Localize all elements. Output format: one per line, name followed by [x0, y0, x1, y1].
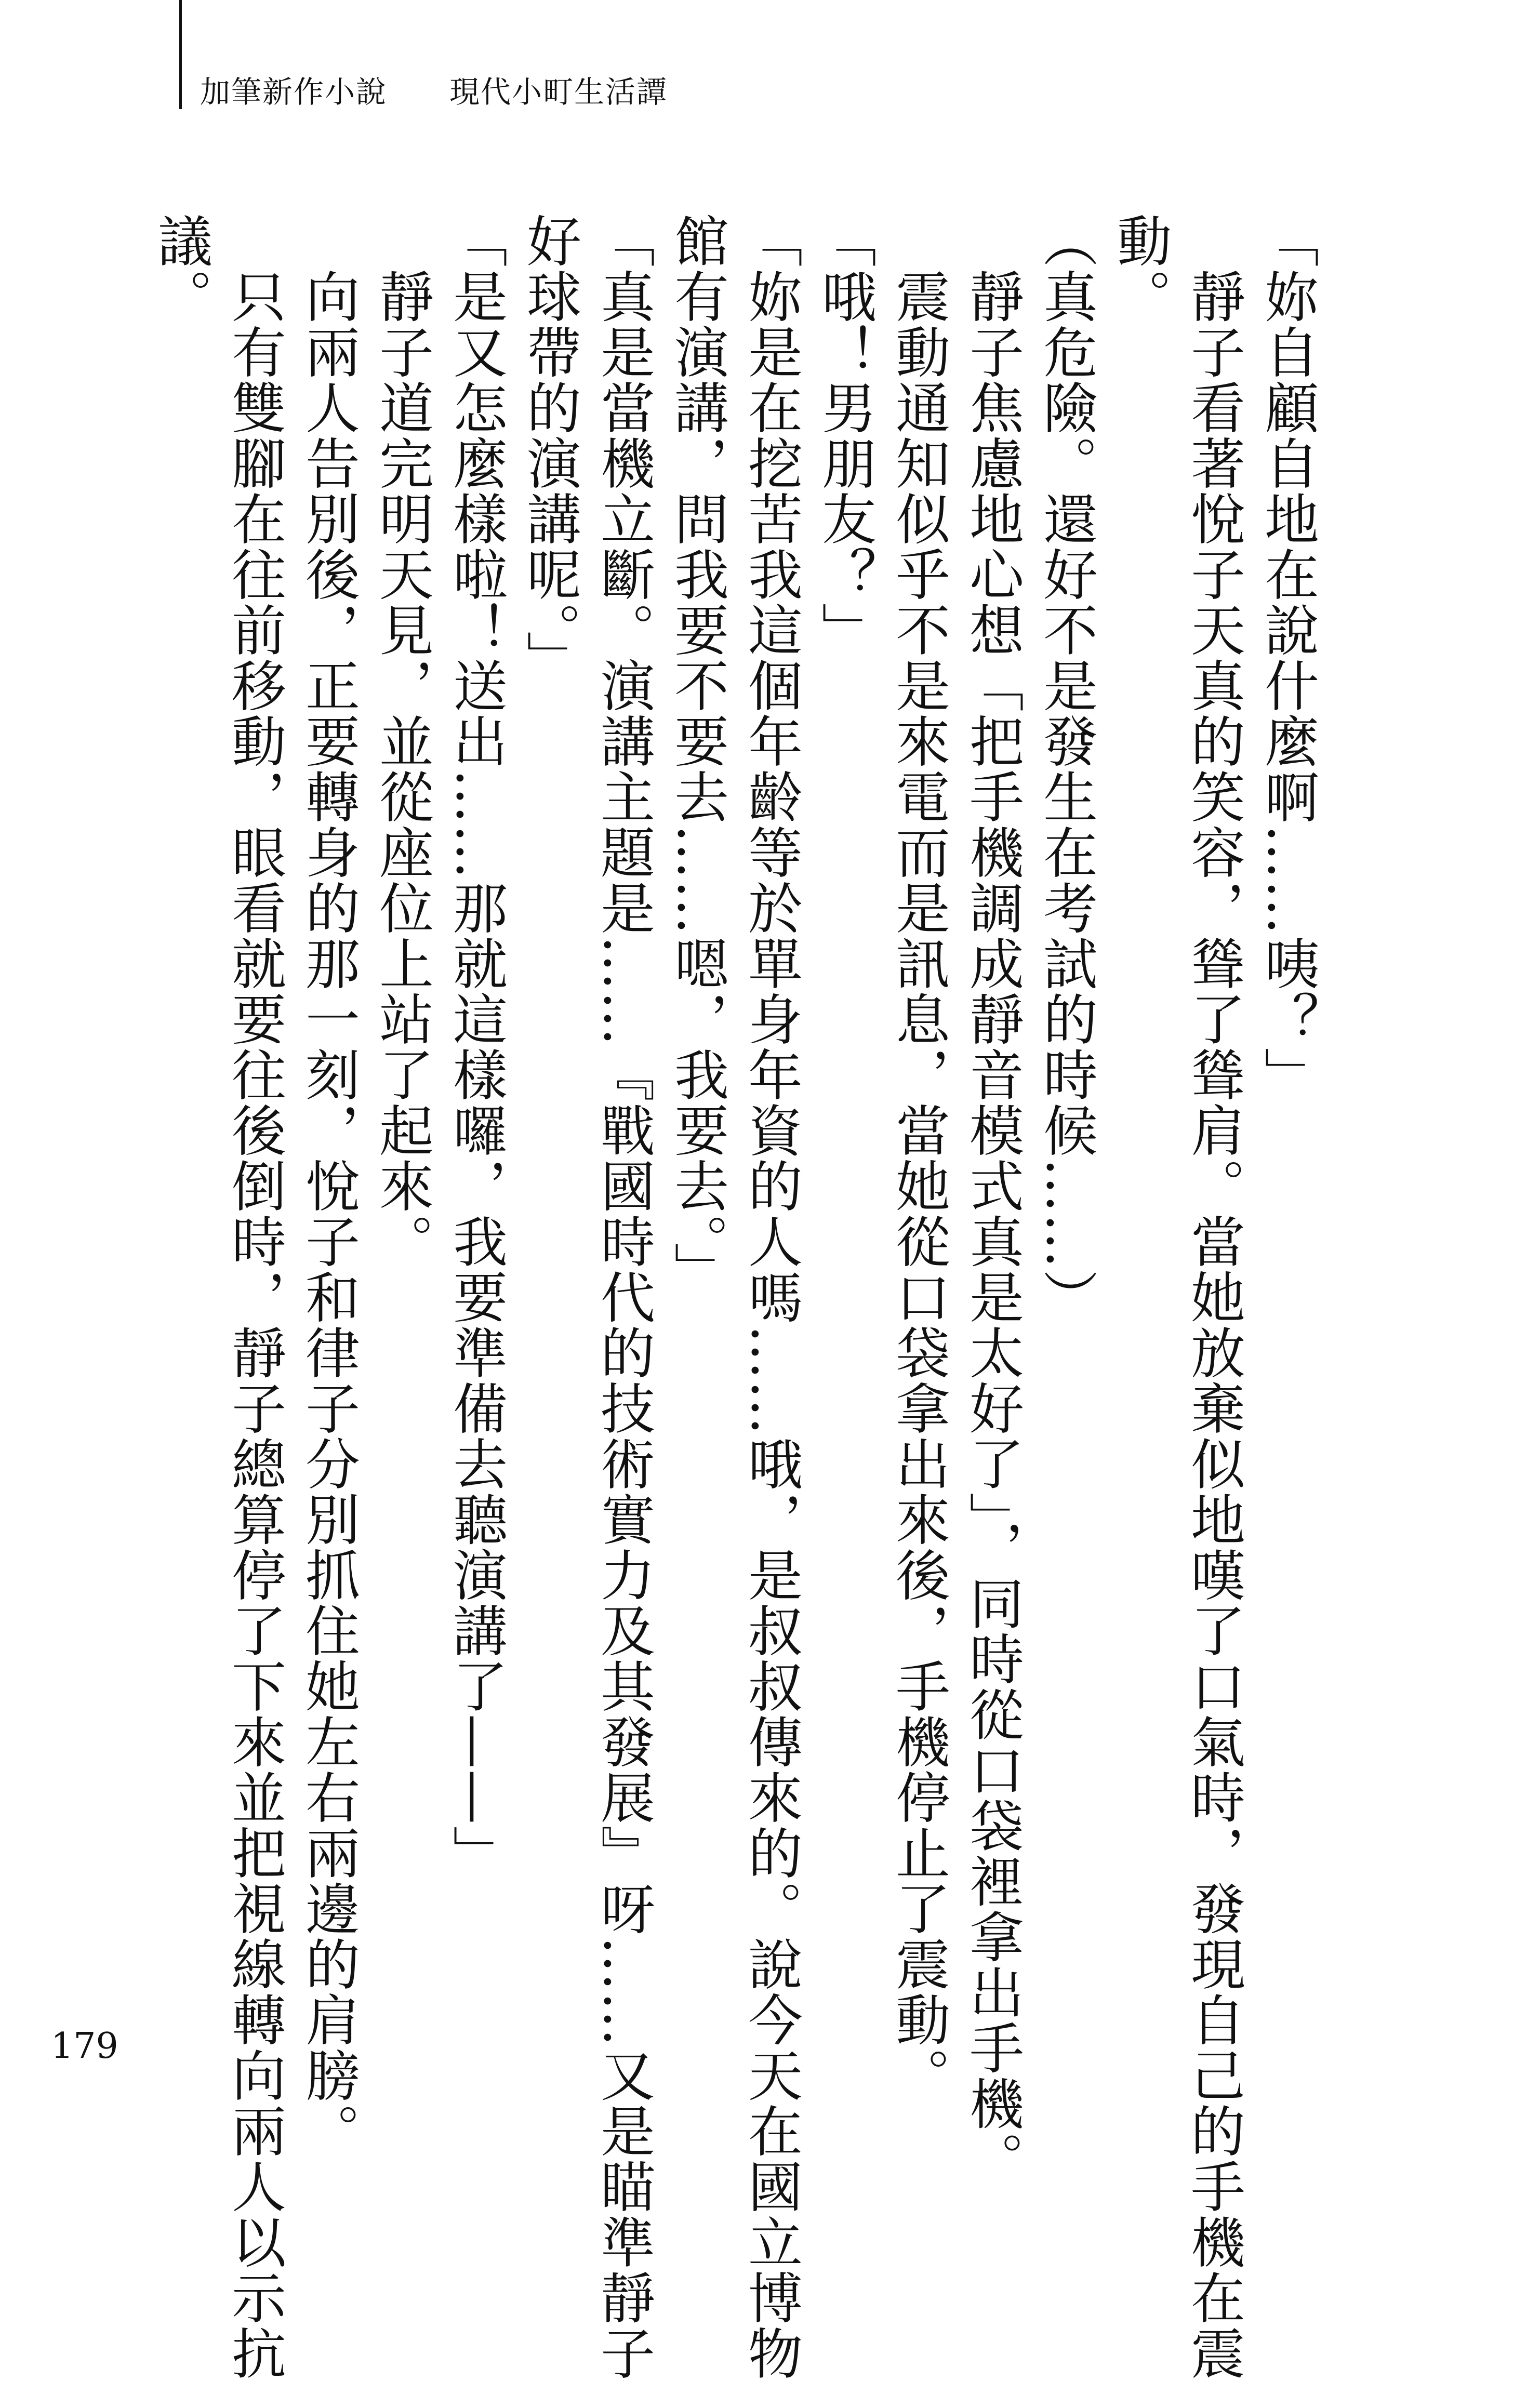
text-column: 「哦！男朋友？」 — [813, 213, 877, 658]
text-column: 館有演講，問我要不要去……嗯，我要去。」 — [666, 213, 729, 1298]
text-column: 只有雙腳在往前移動，眼看就要往後倒時，靜子總算停了下來並把視線轉向兩人以示抗 — [223, 213, 286, 2381]
body-text — [149, 213, 1324, 2381]
running-header — [200, 74, 668, 110]
text-column: 靜子焦慮地心想「把手機調成靜音模式真是太好了」，同時從口袋裡拿出手機。 — [961, 213, 1024, 2187]
text-column: 震動通知似乎不是來電而是訊息，當她從口袋拿出來後，手機停止了震動。 — [887, 213, 950, 2103]
header-rule — [179, 0, 182, 109]
text-column: 靜子道完明天見，並從座位上站了起來。 — [370, 213, 434, 1269]
text-column: 議。 — [149, 213, 213, 324]
text-column: 靜子看著悅子天真的笑容，聳了聳肩。當她放棄似地嘆了口氣時，發現自己的手機在震 — [1182, 213, 1245, 2381]
text-column: 「真是當機立斷。演講主題是……『戰國時代的技術實力及其發展』呀……又是瞄準靜子 — [592, 213, 655, 2381]
text-column: 「妳自顧自地在說什麼啊……咦？」 — [1256, 213, 1319, 1102]
series-label: 加筆新作小說 — [200, 74, 388, 110]
book-title: 現代小町生活譚 — [449, 74, 668, 110]
text-column: 向兩人告別後，正要轉身的那一刻，悅子和律子分別抓住她左右兩邊的肩膀。 — [297, 213, 360, 2159]
text-column: 「妳是在挖苦我這個年齡等於單身年資的人嗎……哦，是叔叔傳來的。說今天在國立博物 — [739, 213, 803, 2381]
text-column: （真危險。還好不是發生在考試的時候……） — [1034, 213, 1098, 1325]
text-column: 動。 — [1108, 213, 1172, 324]
page-number: 179 — [51, 2026, 118, 2067]
text-column: 好球帶的演講呢。」 — [518, 213, 581, 686]
text-column: 「是又怎麼樣啦！送出……那就這樣囉，我要準備去聽演講了——」 — [444, 213, 508, 1881]
